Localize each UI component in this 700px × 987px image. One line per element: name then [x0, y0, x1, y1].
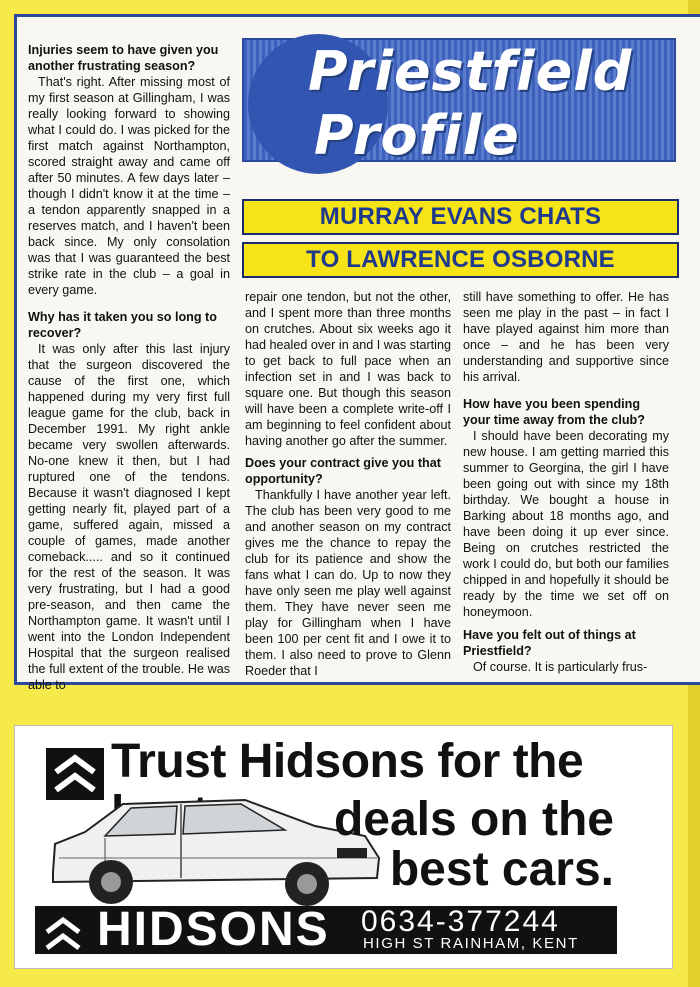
advert-address: HIGH ST RAINHAM, KENT [363, 935, 579, 952]
question-heading: How have you been spending your time away from the club? [463, 397, 645, 427]
article-column-2 [245, 289, 451, 679]
question-heading: Does your contract give you that opportunity? [245, 456, 441, 486]
article-column-1 [28, 42, 230, 693]
byline-text-1: MURRAY EVANS CHATS [319, 203, 602, 230]
question-heading: Have you felt out of things at Priestfield? [463, 628, 636, 658]
advert-headline: Trust Hidsons for the [111, 735, 584, 788]
answer-paragraph: Thankfully I have another year left. The club has been very good to me and another season on my contract gives me the chance to repay the club for its patience and show the fans what I can do. Up to now they have only seen me play well against them. They have never seen me play for Gillingham when I have been 100 per cent fit and I owe it to them. I also need to prove to Glenn Roeder that I [245, 488, 451, 678]
title-block [242, 30, 680, 180]
question-heading: Injuries seem to have given you another frustrating season? [28, 43, 219, 73]
title-word-priestfield: Priestfield [308, 40, 633, 103]
answer-paragraph: still have something to offer. He has seen me play in the past – in fact I have played against him more than once – and he has been very understanding and supportive since his arrival. [463, 290, 669, 384]
advert-brand: HIDSONS [97, 903, 330, 956]
answer-paragraph: It was only after this last injury that the surgeon discovered the cause of the first one, which happened during my very first full league game for the club, back in December 1991. My right ankle became very swollen afterwards. No-one knew it then, but I had ruptured one of the tendons. Because it wasn't diagnosed I kept getting nearly fit, played part of a game, suffered again, missed a couple of games, made another comeback..... and so it continued for the rest of the season. It was very frustrating, but I had a good pre-season, and then came the Northampton game. It wasn't until I went into the London Independent Hospital that the surgeon realised the full extent of the trouble. He was able to [28, 342, 230, 692]
answer-paragraph: I should have been decorating my new house. I am getting married this summer to Georgina, the girl I have been going out with since my 18th birthday. We bought a house in Barking about 18 months ago, and have been doing it up ever since. Being on crutches restricted the work I could do, but both our families chipped in and hopefully it should be ready by the time we set off on honeymoon. [463, 429, 669, 619]
advert-line-2: deals on the [333, 793, 614, 846]
byline-band-1 [242, 199, 679, 235]
answer-paragraph: repair one tendon, but not the other, and I spent more than three months on crutches. About six weeks ago it had healed over in and I was starting to get back to full pace when an infection set in and I was back to square one. But though this season will have been a complete write-off I am beginning to feel confident about having another go after the summer. [245, 290, 451, 448]
answer-paragraph: Of course. It is particularly frus- [473, 660, 648, 674]
question-heading: Why has it taken you so long to recover? [28, 310, 217, 340]
byline-text-2: TO LAWRENCE OSBORNE [306, 246, 615, 273]
double-chevron-icon [41, 914, 85, 954]
title-word-profile: Profile [314, 104, 520, 167]
advert-phone: 0634-377244 [361, 905, 560, 938]
byline-band-2 [242, 242, 679, 278]
hidsons-advert [14, 725, 673, 969]
advert-line-3: best cars. [389, 843, 614, 896]
article-column-3 [463, 289, 669, 675]
answer-paragraph: That's right. After missing most of my first season at Gillingham, I was really looking forward to showing what I could do. I was picked for the first match against Northampton, scored straight away and came off after 50 minutes. A few days later – though I didn't know it at the time – a tendon apparently snapped in a reserves match, and I haven't been back since. My only consolation was that I was guaranteed the best strike rate in the club – a goal in every game. [28, 75, 230, 297]
